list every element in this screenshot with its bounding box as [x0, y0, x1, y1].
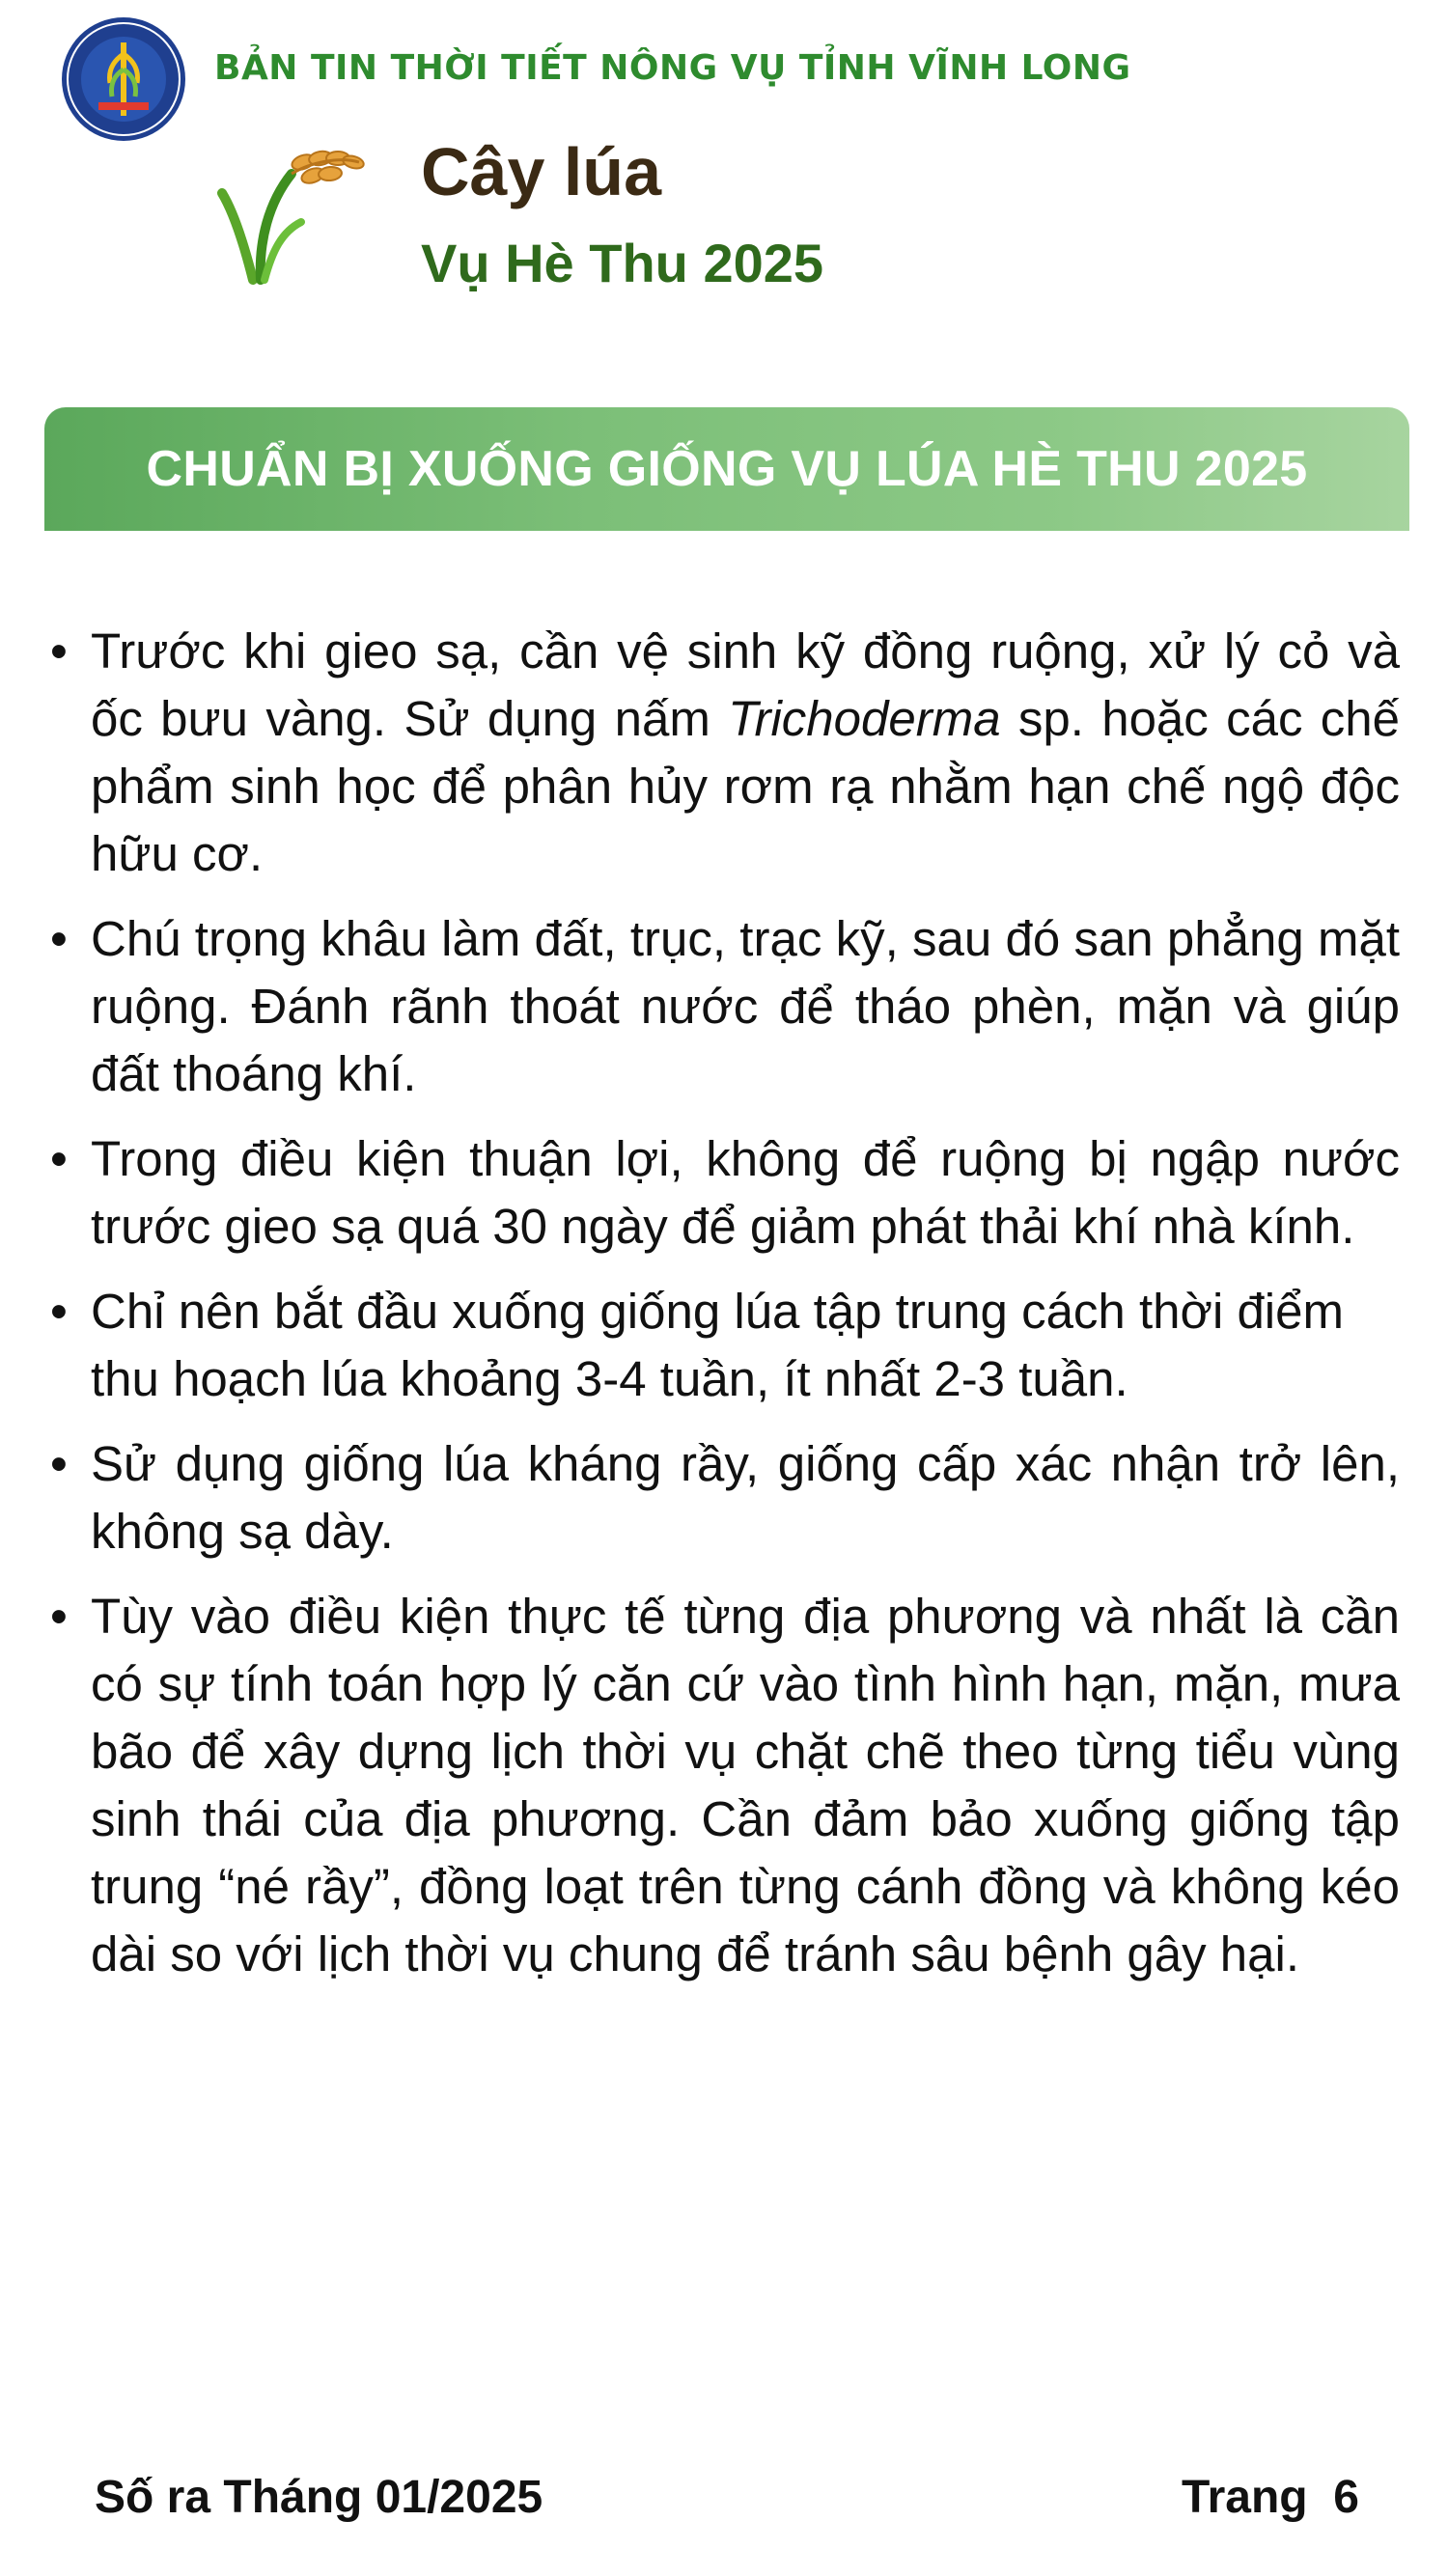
list-item-text: sp. hoặc các chế phẩm sinh học để phân hủy rơm rạ nhằm hạn chế ngộ độc hữu cơ.	[91, 691, 1400, 881]
section-title: CHUẨN BỊ XUỐNG GIỐNG VỤ LÚA HÈ THU 2025	[146, 441, 1308, 497]
section-banner	[44, 407, 1409, 531]
agriculture-emblem-icon	[60, 15, 187, 143]
recommendation-list	[50, 618, 1400, 2006]
rice-plant-icon	[214, 135, 369, 290]
list-item: • Trong điều kiện thuận lợi, không để ruộng bị ngập nước trước gieo sạ quá 30 ngày để giảm phát thải khí nhà kính.	[50, 1125, 1400, 1260]
bulletin-title: BẢN TIN THỜI TIẾT NÔNG VỤ TỈNH VĨNH LONG	[214, 48, 1131, 88]
list-item: • Sử dụng giống lúa kháng rầy, giống cấp xác nhận trở lên, không sạ dày.	[50, 1430, 1400, 1565]
list-item: • Chỉ nên bắt đầu xuống giống lúa tập trung cách thời điểm thu hoạch lúa khoảng 3-4 tuần, ít nhất 2-3 tuần.	[50, 1278, 1400, 1413]
list-item	[50, 618, 1400, 888]
issue-number: Số ra Tháng 01/2025	[95, 2472, 543, 2523]
list-item: • Tùy vào điều kiện thực tế từng địa phương và nhất là cần có sự tính toán hợp lý căn cứ vào tình hình hạn, mặn, mưa bão để xây dựng lịch thời vụ chặt chẽ theo từng tiểu vùng sinh thái của địa phương. Cần đảm bảo xuống giống tập trung “né rầy”, đồng loạt trên từng cánh đồng và không kéo dài so với lịch thời vụ chung để tránh sâu bệnh gây hại.	[50, 1583, 1400, 1988]
species-name: Trichoderma	[728, 691, 1001, 746]
crop-name: Cây lúa	[421, 134, 661, 209]
list-item-text: Trước khi gieo sạ, cần vệ sinh kỹ đồng ruộng, xử lý cỏ và ốc bưu vàng. Sử dụng nấm	[91, 623, 1400, 746]
page-number: Trang 6	[1181, 2472, 1359, 2523]
season-title: Vụ Hè Thu 2025	[421, 233, 824, 293]
list-item: • Chú trọng khâu làm đất, trục, trạc kỹ, sau đó san phẳng mặt ruộng. Đánh rãnh thoát nước để tháo phèn, mặn và giúp đất thoáng khí.	[50, 905, 1400, 1108]
